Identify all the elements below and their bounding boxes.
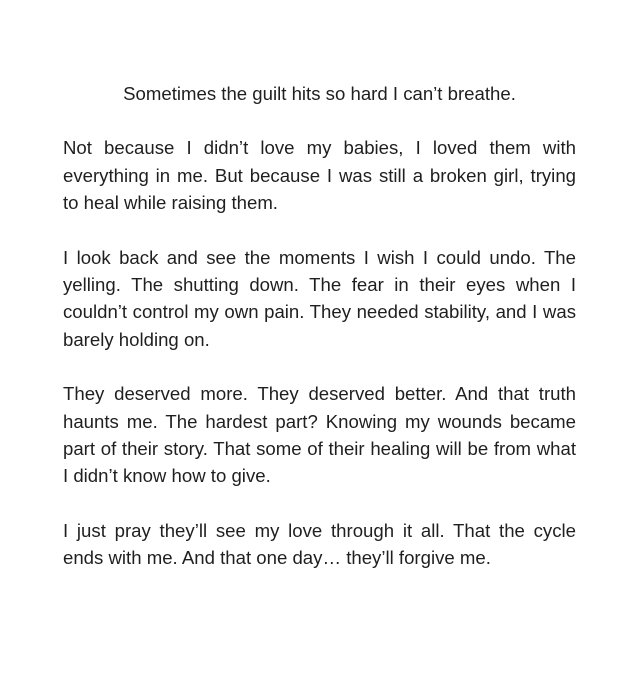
document-title: Sometimes the guilt hits so hard I can’t breathe. [123, 83, 516, 104]
paragraph-2: I look back and see the moments I wish I could undo. The yelling. The shutting down. The fear in their eyes when I couldn’t control my own pain. They needed stability, and I was barely holding on. [63, 246, 576, 350]
paragraph-3: They deserved more. They deserved better. And that truth haunts me. The hardest part? Knowing my wounds became part of their story. That some of their healing will be from what I didn’t know how to give. [63, 383, 576, 487]
paragraph-4: I just pray they’ll see my love through it all. That the cycle ends with me. And that one day… they’ll forgive me. [63, 520, 576, 569]
paragraph-1: Not because I didn’t love my babies, I loved them with everything in me. But because I was still a broken girl, trying to heal while raising them. [63, 137, 576, 213]
